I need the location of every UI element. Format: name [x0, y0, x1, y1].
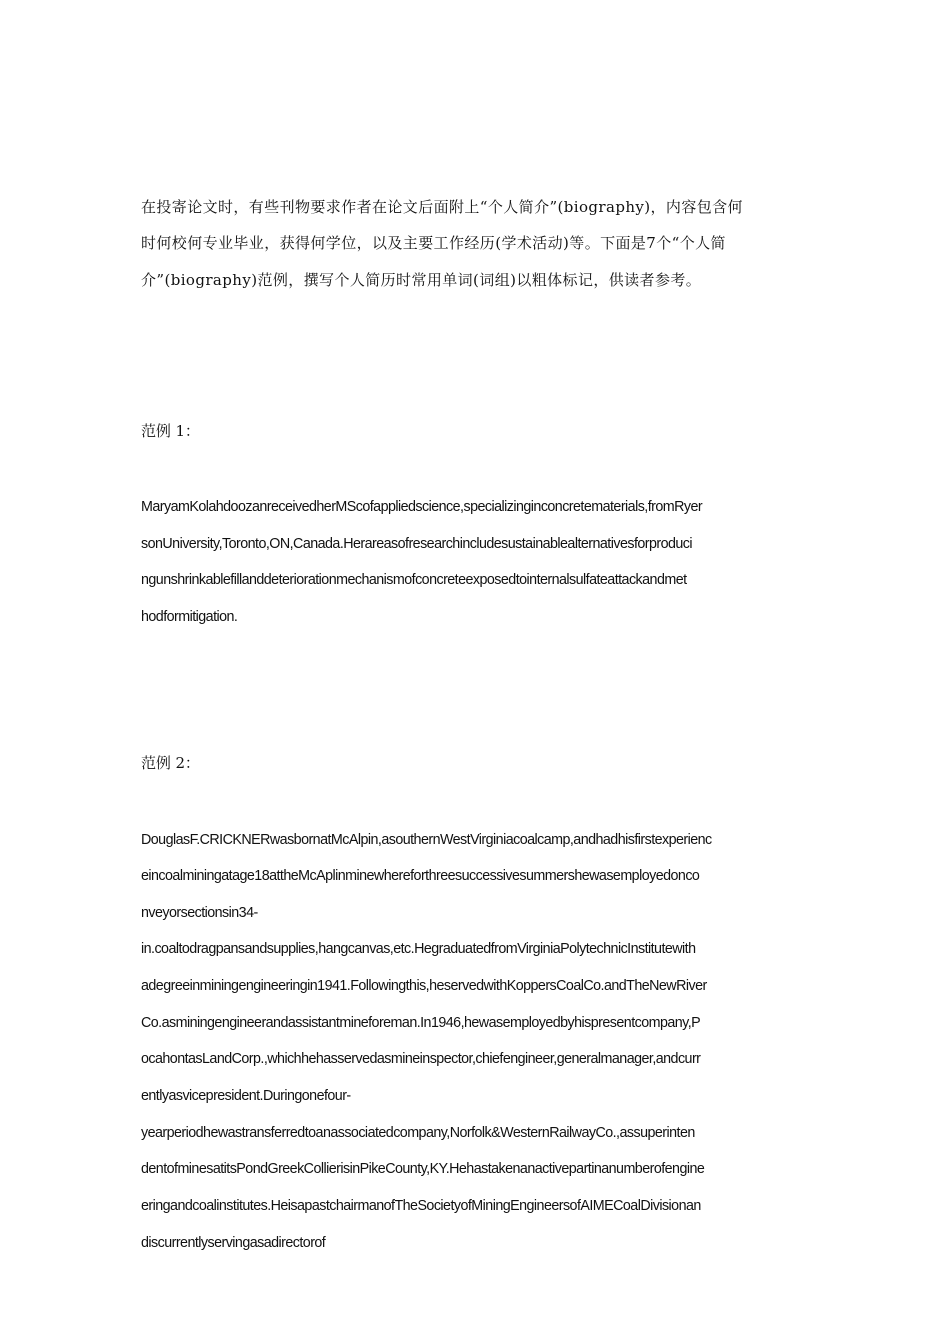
example-2-line: adegreeinminingengineeringin1941.Followingthis,heservedwithKoppersCoalCo.andTheNewRiver: [141, 978, 707, 994]
example-2-line: nveyorsectionsin34-: [141, 905, 258, 921]
intro-line: 介”(biography)范例，撰写个人简历时常用单词(词组)以粗体标记，供读者参考。: [141, 271, 702, 289]
example-2-line: DouglasF.CRICKNERwasbornatMcAlpin,asouthernWestVirginiacoalcamp,andhadhisfirstexperienc: [141, 832, 712, 848]
example-1-line: hodformitigation.: [141, 609, 238, 625]
intro-line: 在投寄论文时，有些刊物要求作者在论文后面附上“个人简介”(biography)，内容包含何: [141, 198, 743, 216]
example-1-line: sonUniversity,Toronto,ON,Canada.Herareasofresearchincludesustainablealternativesforproduci: [141, 536, 693, 552]
example-2-line: eincoalminingatage18attheMcAplinminewhereforthreesuccessivesummershewasemployedonco: [141, 868, 700, 884]
example-2-line: dentofminesatitsPondGreekCollierisinPikeCounty,KY.Hehastakenanactivepartinanumberofengine: [141, 1161, 705, 1177]
example-1-line: MaryamKolahdoozanreceivedherMScofappliedscience,specializinginconcretematerials,fromRyer: [141, 499, 703, 515]
example-2-line: eringandcoalinstitutes.HeisapastchairmanofTheSocietyofMiningEngineersofAIMECoalDivisionan: [141, 1198, 701, 1214]
example-2-line: entlyasvicepresident.Duringonefour-: [141, 1088, 351, 1104]
example-1-line: ngunshrinkablefillanddeteriorationmechanismofconcreteexposedtointernalsulfateattackandmet: [141, 572, 687, 588]
example-2-line: ocahontasLandCorp.,whichhehasservedasmineinspector,chiefengineer,generalmanager,andcurr: [141, 1051, 701, 1067]
example-2-heading: 范例 2：: [141, 754, 200, 772]
example-2-line: yearperiodhewastransferredtoanassociatedcompany,Norfolk&WesternRailwayCo.,assuperinten: [141, 1125, 695, 1141]
example-2-line: in.coaltodragpansandsupplies,hangcanvas,etc.HegraduatedfromVirginiaPolytechnicInstitutewith: [141, 941, 696, 957]
example-2-line: discurrentlyservingasadirectorof: [141, 1235, 326, 1251]
example-1-heading: 范例 1：: [141, 422, 200, 440]
example-2-line: Co.asminingengineerandassistantmineforeman.In1946,hewasemployedbyhispresentcompany,P: [141, 1015, 701, 1031]
intro-line: 时何校何专业毕业，获得何学位，以及主要工作经历(学术活动)等。下面是7个“个人简: [141, 234, 726, 252]
